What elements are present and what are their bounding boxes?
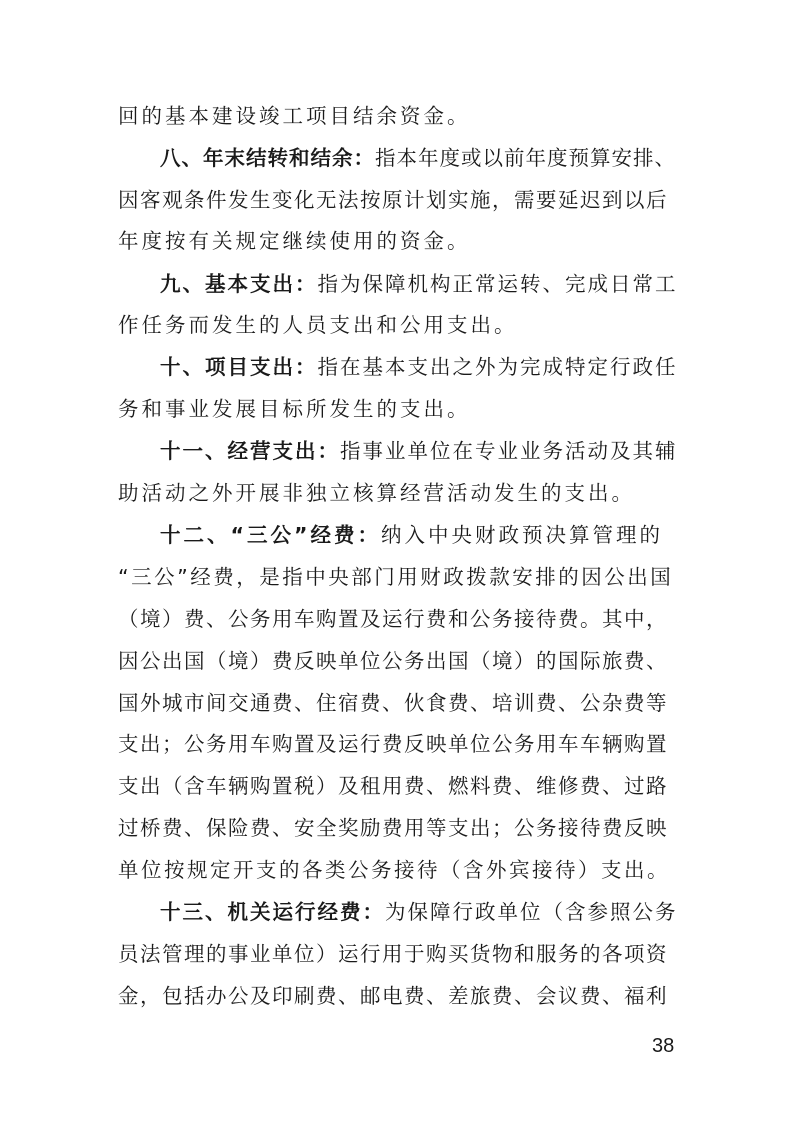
paragraph-line	[160, 264, 680, 304]
paragraph-line	[118, 305, 678, 345]
paragraph-line	[118, 976, 678, 1016]
term-heading: 九、基本支出：	[160, 272, 318, 296]
term-heading: 八、年末结转和结余：	[160, 146, 375, 170]
line-text: 作任务而发生的人员支出和公用支出。	[118, 313, 518, 337]
paragraph-line	[118, 96, 678, 136]
line-text: 单位按规定开支的各类公务接待（含外宾接待）支出。	[118, 858, 670, 882]
term-heading: 十二、“三公”经费：	[160, 523, 381, 547]
paragraph-line	[118, 641, 678, 681]
line-text: 指本年度或以前年度预算安排、	[375, 146, 676, 170]
line-text: 助活动之外开展非独立核算经营活动发生的支出。	[118, 481, 635, 505]
line-text: 因客观条件发生变化无法按原计划实施，需要延迟到以后	[118, 188, 668, 212]
paragraph-line	[160, 515, 680, 555]
paragraph-line	[118, 389, 678, 429]
paragraph-line	[118, 180, 678, 220]
paragraph-line	[160, 347, 680, 387]
paragraph-line	[118, 683, 678, 723]
line-text: 员法管理的事业单位）运行用于购买货物和服务的各项资	[118, 942, 668, 966]
line-text: “三公”经费，是指中央部门用财政拨款安排的因公出国	[118, 565, 674, 589]
line-text: 指为保障机构正常运转、完成日常工	[317, 272, 678, 296]
paragraph-line	[118, 557, 678, 597]
line-text: （境）费、公务用车购置及运行费和公务接待费。其中，	[118, 607, 668, 631]
line-text: 支出（含车辆购置税）及租用费、燃料费、维修费、过路	[118, 774, 668, 798]
paragraph-line	[118, 724, 678, 764]
line-text: 金，包括办公及印刷费、邮电费、差旅费、会议费、福利	[118, 984, 668, 1008]
paragraph-line	[160, 892, 680, 932]
page-number: 38	[652, 1035, 675, 1057]
paragraph-line	[118, 850, 678, 890]
paragraph-line	[118, 934, 678, 974]
line-text: 指事业单位在专业业务活动及其辅	[340, 439, 678, 463]
paragraph-line	[118, 808, 678, 848]
term-heading: 十、项目支出：	[160, 355, 318, 379]
term-heading: 十一、经营支出：	[160, 439, 340, 463]
term-heading: 十三、机关运行经费：	[160, 900, 385, 924]
paragraph-line	[118, 473, 678, 513]
line-text: 指在基本支出之外为完成特定行政任	[317, 355, 678, 379]
paragraph-line	[160, 431, 680, 471]
line-text: 务和事业发展目标所发生的支出。	[118, 397, 471, 421]
paragraph-line	[118, 766, 678, 806]
line-text: 国外城市间交通费、住宿费、伙食费、培训费、公杂费等	[118, 691, 668, 715]
line-text: 回的基本建设竣工项目结余资金。	[118, 104, 471, 128]
paragraph-line	[160, 138, 680, 178]
line-text: 支出；公务用车购置及运行费反映单位公务用车车辆购置	[118, 732, 668, 756]
line-text: 过桥费、保险费、安全奖励费用等支出；公务接待费反映	[118, 816, 668, 840]
line-text: 因公出国（境）费反映单位公务出国（境）的国际旅费、	[118, 649, 668, 673]
paragraph-line	[118, 221, 678, 261]
paragraph-line	[118, 599, 678, 639]
line-text: 年度按有关规定继续使用的资金。	[118, 229, 471, 253]
line-text: 纳入中央财政预决算管理的	[380, 523, 663, 547]
line-text: 为保障行政单位（含参照公务	[385, 900, 678, 924]
